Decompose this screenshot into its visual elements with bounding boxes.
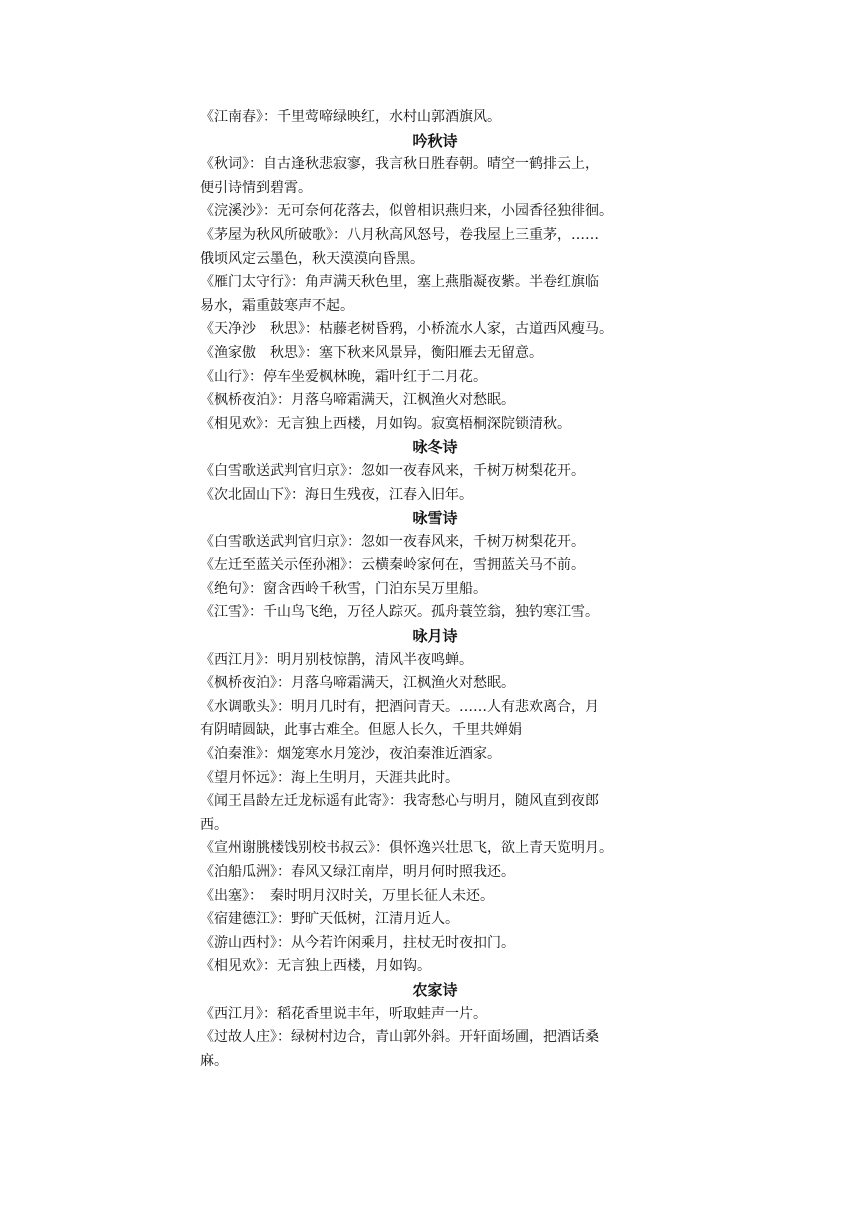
poem-line: 《左迁至蓝关示侄孙湘》：云横秦岭家何在，雪拥蓝关马不前。 — [200, 557, 585, 574]
poem-line: 《雁门太守行》：角声满天秋色里，塞上燕脂凝夜紫。半卷红旗临 — [200, 274, 599, 291]
poem-line: 《西江月》：明月别枝惊鹊，清风半夜鸣蝉。 — [200, 651, 473, 668]
section-heading-farm: 农家诗 — [412, 980, 458, 999]
poem-line: 《绝句》：窗含西岭千秋雪，门泊东吴万里船。 — [200, 580, 487, 597]
poem-line: 《泊秦淮》：烟笼寒水月笼沙，夜泊秦淮近酒家。 — [200, 746, 501, 763]
section-heading-winter: 咏冬诗 — [412, 438, 458, 457]
poem-line: 西。 — [200, 816, 228, 833]
poem-line: 《枫桥夜泊》：月落乌啼霜满天，江枫渔火对愁眠。 — [200, 392, 515, 409]
document-page — [200, 106, 670, 1073]
poem-line: 《相见欢》：无言独上西楼，月如钩。寂寞梧桐深院锁清秋。 — [200, 415, 571, 432]
section-heading-moon: 咏月诗 — [412, 627, 458, 646]
poem-line: 《山行》：停车坐爱枫林晚，霜叶红于二月花。 — [200, 368, 487, 385]
poem-line: 《浣溪沙》：无可奈何花落去，似曾相识燕归来，小园香径独徘徊。 — [200, 203, 613, 220]
poem-line: 《游山西村》：从今若许闲乘月，拄杖无时夜扣门。 — [200, 934, 515, 951]
poem-line: 《枫桥夜泊》：月落乌啼霜满天，江枫渔火对愁眠。 — [200, 675, 515, 692]
poem-line: 《茅屋为秋风所破歌》：八月秋高风怒号，卷我屋上三重茅，…… — [200, 226, 599, 243]
poem-line: 《望月怀远》：海上生明月，天涯共此时。 — [200, 769, 459, 786]
poem-line: 有阴晴圆缺，此事古难全。但愿人长久，千里共婵娟 — [200, 722, 522, 739]
poem-line: 《闻王昌龄左迁龙标遥有此寄》：我寄愁心与明月，随风直到夜郎 — [200, 793, 599, 810]
poem-line: 便引诗情到碧霄。 — [200, 179, 312, 196]
poem-line: 《白雪歌送武判官归京》：忽如一夜春风来，千树万树梨花开。 — [200, 462, 585, 479]
poem-line: 《泊船瓜洲》：春风又绿江南岸，明月何时照我还。 — [200, 864, 515, 880]
poem-line: 《次北固山下》：海日生残夜，江春入旧年。 — [200, 486, 473, 503]
section-heading-autumn: 吟秋诗 — [412, 131, 458, 150]
poem-line: 《宿建德江》：野旷天低树，江清月近人。 — [200, 911, 459, 928]
poem-line: 《渔家傲 秋思》：塞下秋来风景异，衡阳雁去无留意。 — [200, 344, 543, 361]
section-heading-snow: 咏雪诗 — [412, 509, 458, 528]
poem-line: 《水调歌头》：明月几时有，把酒问青天。……人有悲欢离合，月 — [200, 698, 599, 715]
poem-line: 易水，霜重鼓寒声不起。 — [200, 297, 354, 314]
poem-line: 《白雪歌送武判官归京》：忽如一夜春风来，千树万树梨花开。 — [200, 533, 585, 550]
poem-line: 《秋词》：自古逢秋悲寂寥，我言秋日胜春朝。晴空一鹤排云上， — [200, 156, 599, 173]
poem-line: 《相见欢》：无言独上西楼，月如钩。 — [200, 958, 431, 975]
poem-line: 《出塞》： 秦时明月汉时关，万里长征人未还。 — [200, 887, 494, 904]
poem-line: 《宣州谢朓楼饯别校书叔云》：俱怀逸兴壮思飞，欲上青天览明月。 — [200, 840, 613, 857]
poem-line: 《过故人庄》：绿树村边合，青山郭外斜。开轩面场圃，把酒话桑 — [200, 1029, 599, 1046]
poem-line: 《江雪》：千山鸟飞绝，万径人踪灭。孤舟蓑笠翁，独钓寒江雪。 — [200, 604, 599, 621]
poem-line: 麻。 — [200, 1052, 228, 1069]
poem-line: 俄顷风定云墨色，秋天漠漠向昏黑。 — [200, 250, 424, 267]
poem-line: 《西江月》：稻花香里说丰年，听取蛙声一片。 — [200, 1005, 487, 1022]
poem-line-jiangnanchun: 《江南春》：千里莺啼绿映红，水村山郭酒旗风。 — [200, 109, 501, 125]
poem-line: 《天净沙 秋思》：枯藤老树昏鸦，小桥流水人家，古道西风瘦马。 — [200, 321, 613, 338]
